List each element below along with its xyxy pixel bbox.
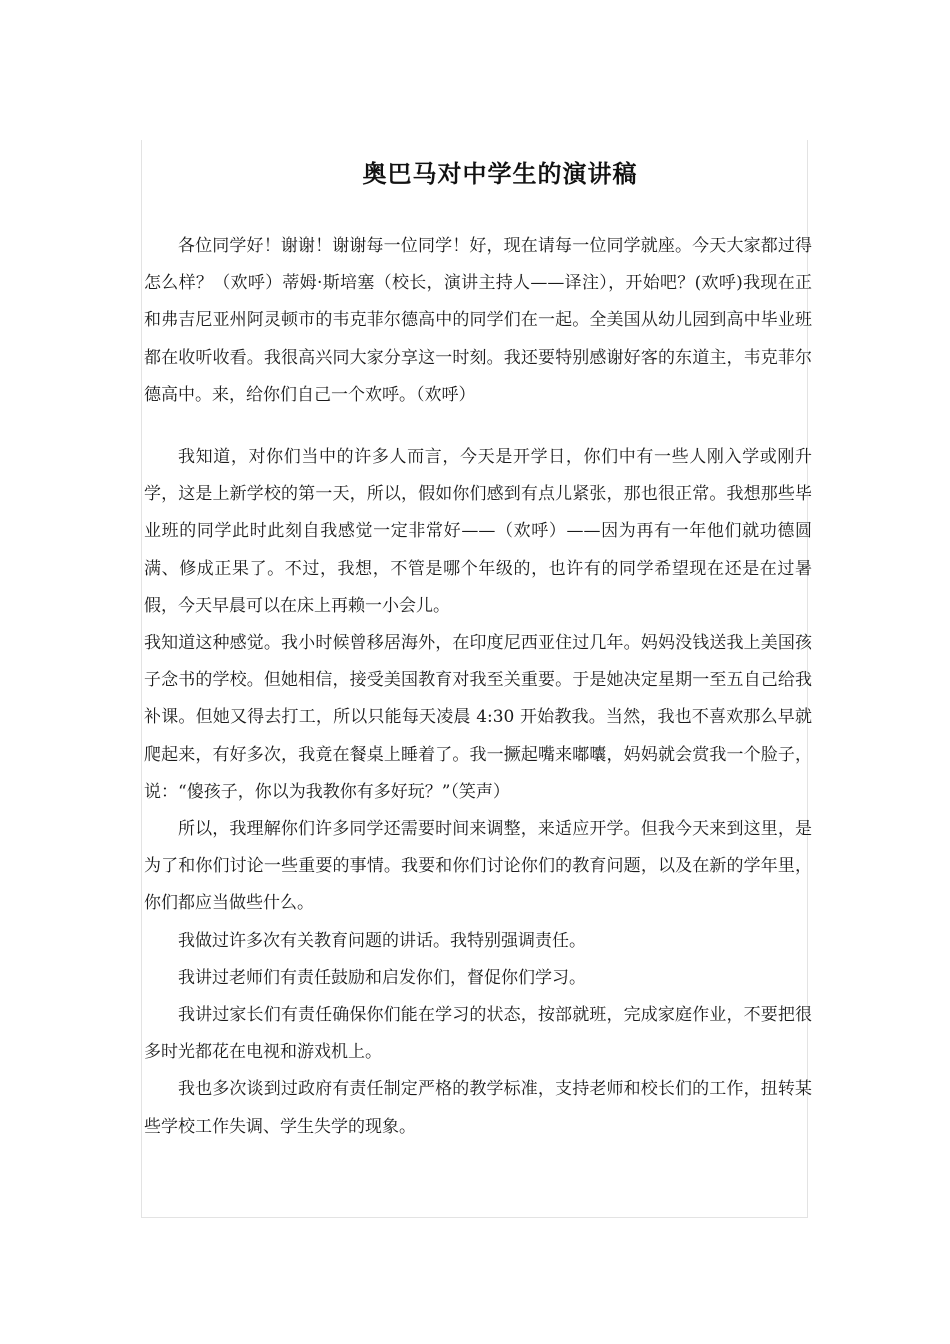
document-body xyxy=(144,228,812,1146)
paragraph: 我做过许多次有关教育问题的讲话。我特别强调责任。 xyxy=(178,930,586,951)
paragraph: 我讲过老师们有责任鼓励和启发你们，督促你们学习。 xyxy=(178,967,586,988)
paragraph: 我也多次谈到过政府有责任制定严格的教学标准，支持老师和校长们的工作，扭转某些学校工作失调、学生失学的现象。 xyxy=(144,1079,812,1137)
paragraph: 我知道，对你们当中的许多人而言，今天是开学日，你们中有一些人刚入学或刚升学，这是上新学校的第一天，所以，假如你们感到有点儿紧张，那也很正常。我想那些毕业班的同学此时此刻自我感觉一定非常好——（欢呼）——因为再有一年他们就功德圆满、修成正果了。不过，我想，不管是哪个年级的，也许有的同学希望现在还是在过暑假，今天早晨可以在床上再赖一小会儿。 xyxy=(144,447,812,616)
paragraph: 所以，我理解你们许多同学还需要时间来调整，来适应开学。但我今天来到这里，是为了和你们讨论一些重要的事情。我要和你们讨论你们的教育问题，以及在新的学年里，你们都应当做些什么。 xyxy=(144,819,812,914)
paragraph: 各位同学好！谢谢！谢谢每一位同学！好，现在请每一位同学就座。今天大家都过得怎么样？（欢呼）蒂姆·斯培塞（校长，演讲主持人——译注），开始吧？(欢呼)我现在正和弗吉尼亚州阿灵顿市的韦克菲尔德高中的同学们在一起。全美国从幼儿园到高中毕业班都在收听收看。我很高兴同大家分享这一时刻。我还要特别感谢好客的东道主，韦克菲尔德高中。来，给你们自己一个欢呼。（欢呼） xyxy=(144,236,812,405)
paragraph: 我讲过家长们有责任确保你们能在学习的状态，按部就班，完成家庭作业，不要把很多时光都花在电视和游戏机上。 xyxy=(144,1005,812,1063)
paragraph: 我知道这种感觉。我小时候曾移居海外，在印度尼西亚住过几年。妈妈没钱送我上美国孩子念书的学校。但她相信，接受美国教育对我至关重要。于是她决定星期一至五自己给我补课。但她又得去打工，所以只能每天凌晨 4:30 开始教我。当然，我也不喜欢那么早就爬起来，有好多次，我竟在餐桌上睡着了。我一撅起嘴来嘟囔，妈妈就会赏我一个脸子，说：“傻孩子，你以为我教你有多好玩？”（笑声） xyxy=(144,633,812,802)
document-title: 奥巴马对中学生的演讲稿 xyxy=(362,160,638,189)
